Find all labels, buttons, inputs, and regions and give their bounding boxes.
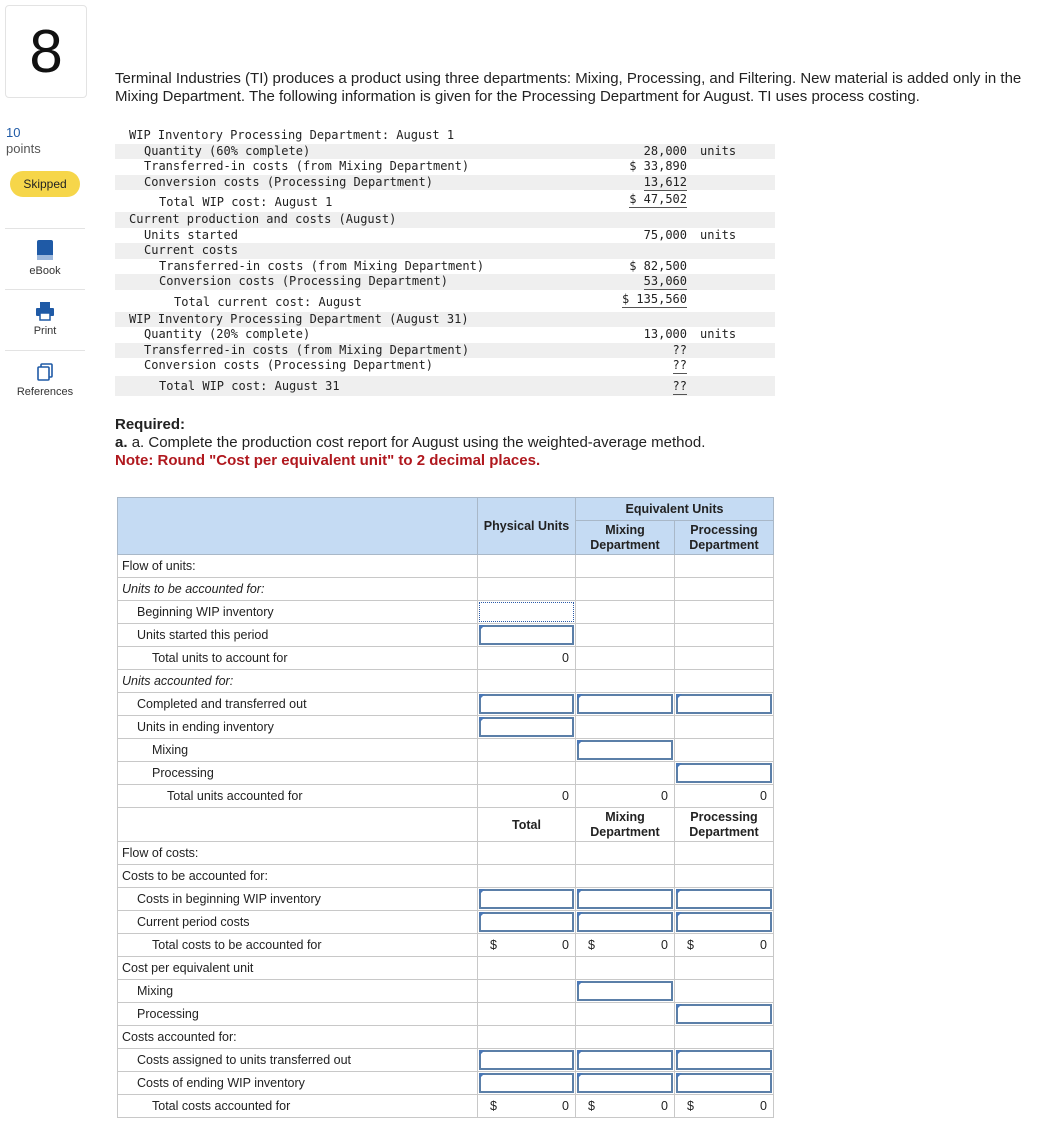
points-label: points (6, 141, 41, 156)
empty-cell (675, 716, 774, 739)
given-row (115, 312, 775, 328)
total-units-accounted-processing: 0 (675, 785, 774, 808)
given-row (115, 228, 775, 244)
header-mixing-department-2: Mixing Department (576, 808, 675, 842)
given-label: Quantity (20% complete) (144, 327, 311, 341)
empty-cell (675, 739, 774, 762)
given-row (115, 128, 775, 144)
given-row (115, 376, 775, 396)
header-equivalent-units: Equivalent Units (576, 498, 774, 521)
row-label: Costs accounted for: (118, 1026, 478, 1049)
row-label: Cost per equivalent unit (118, 957, 478, 980)
question-number: 8 (5, 5, 87, 98)
given-value: 28,000 (643, 143, 687, 158)
empty-cell (576, 842, 675, 865)
given-row (115, 243, 775, 259)
total-units-to-account-value: 0 (478, 647, 576, 670)
empty-cell (576, 555, 675, 578)
total-costs-to-account-total (478, 934, 576, 957)
cost-per-eu-processing-input[interactable] (675, 1003, 774, 1026)
row-label: Flow of costs: (118, 842, 478, 865)
empty-cell (576, 716, 675, 739)
ebook-button[interactable] (5, 228, 85, 287)
empty-cell (675, 957, 774, 980)
print-label: Print (33, 325, 57, 337)
units-started-physical-input[interactable] (478, 624, 576, 647)
empty-cell (478, 1003, 576, 1026)
header-total: Total (478, 808, 576, 842)
empty-cell (478, 762, 576, 785)
ending-processing-input[interactable] (675, 762, 774, 785)
empty-cell (576, 601, 675, 624)
given-label: Transferred-in costs (from Mixing Department) (159, 258, 485, 273)
cell-value: 0 (661, 1099, 668, 1113)
given-data-table (115, 128, 775, 396)
header-physical-units: Physical Units (478, 498, 576, 555)
row-label: Completed and transferred out (118, 693, 478, 716)
given-label: Conversion costs (Processing Department) (144, 358, 433, 372)
empty-cell (478, 957, 576, 980)
given-row (115, 144, 775, 160)
row-label: Total units to account for (118, 647, 478, 670)
total-units-accounted-mixing: 0 (576, 785, 675, 808)
row-label: Units in ending inventory (118, 716, 478, 739)
row-label: Current period costs (118, 911, 478, 934)
beg-wip-physical-input[interactable] (478, 601, 576, 624)
given-label: Total WIP cost: August 31 (159, 378, 340, 393)
required-section (115, 416, 705, 470)
costs-ending-processing-input[interactable] (675, 1072, 774, 1095)
given-value: 53,060 (643, 274, 687, 288)
row-label: Total costs accounted for (118, 1095, 478, 1118)
header-processing-department-2: Processing Department (675, 808, 774, 842)
given-label: Total WIP cost: August 1 (159, 195, 333, 209)
given-row (115, 327, 775, 343)
empty-cell (576, 624, 675, 647)
dollar-sign: $ (687, 1099, 694, 1113)
row-label: Processing (118, 1003, 478, 1026)
dollar-sign: $ (588, 938, 595, 952)
given-value: $ 82,500 (629, 258, 687, 273)
total-units-accounted-physical: 0 (478, 785, 576, 808)
required-note: Note: Round "Cost per equivalent unit" to 2 decimal places. (115, 452, 541, 469)
dollar-sign: $ (490, 938, 497, 952)
empty-cell (576, 762, 675, 785)
row-label: Costs of ending WIP inventory (118, 1072, 478, 1095)
row-label: Flow of units: (118, 555, 478, 578)
row-label: Beginning WIP inventory (118, 601, 478, 624)
current-costs-processing-input[interactable] (675, 911, 774, 934)
cost-per-eu-mixing-input[interactable] (576, 980, 675, 1003)
completed-physical-input[interactable] (478, 693, 576, 716)
header-mixing-department: Mixing Department (576, 521, 675, 555)
empty-cell (478, 670, 576, 693)
total-costs-accounted-total (478, 1095, 576, 1118)
empty-cell (478, 739, 576, 762)
given-value: $ 47,502 (629, 192, 687, 206)
empty-cell (478, 865, 576, 888)
costs-beg-total-input[interactable] (478, 888, 576, 911)
cell-value: 0 (661, 938, 668, 952)
dollar-sign: $ (687, 938, 694, 952)
current-costs-total-input[interactable] (478, 911, 576, 934)
given-unit: units (700, 327, 737, 341)
references-label: References (16, 386, 74, 398)
empty-cell (478, 842, 576, 865)
copy-pages-icon (35, 362, 55, 382)
required-heading: Required: (115, 416, 186, 433)
given-label: Current costs (144, 243, 238, 257)
given-label: Transferred-in costs (from Mixing Department) (144, 159, 470, 173)
empty-cell (478, 980, 576, 1003)
costs-beg-mixing-input[interactable] (576, 888, 675, 911)
total-costs-to-account-processing (675, 934, 774, 957)
empty-cell (478, 1026, 576, 1049)
question-intro: Terminal Industries (TI) produces a product using three departments: Mixing, Processing, and Filtering. New material is added only in the Mixing Department. The following information is given for the Processing Department for August. TI uses process costing. (115, 70, 1022, 105)
header-processing-department: Processing Department (675, 521, 774, 555)
empty-cell (675, 670, 774, 693)
cell-value: 0 (562, 1099, 569, 1113)
costs-ending-total-input[interactable] (478, 1072, 576, 1095)
given-row (115, 192, 775, 212)
given-value: 75,000 (643, 227, 687, 242)
empty-cell (118, 808, 478, 842)
required-part-a-text: a. Complete the production cost report for August using the weighted-average method. (131, 434, 706, 451)
given-label: Conversion costs (Processing Department) (144, 174, 433, 189)
total-costs-accounted-mixing (576, 1095, 675, 1118)
empty-cell (675, 578, 774, 601)
empty-cell (576, 957, 675, 980)
costs-transferred-mixing-input[interactable] (576, 1049, 675, 1072)
empty-cell (675, 980, 774, 1003)
ending-mixing-input[interactable] (576, 739, 675, 762)
book-icon (35, 239, 55, 261)
given-row (115, 212, 775, 228)
required-part-a: a. a. Complete the production cost report for August using the weighted-average method. (115, 434, 706, 451)
empty-cell (675, 647, 774, 670)
given-value: ?? (672, 358, 687, 372)
empty-cell (576, 670, 675, 693)
empty-cell (675, 1026, 774, 1049)
production-cost-report (117, 497, 774, 1118)
row-label: Mixing (118, 739, 478, 762)
row-label: Units started this period (118, 624, 478, 647)
empty-cell (576, 578, 675, 601)
row-label: Mixing (118, 980, 478, 1003)
empty-cell (478, 555, 576, 578)
empty-cell (576, 647, 675, 670)
empty-cell (675, 865, 774, 888)
row-label: Costs in beginning WIP inventory (118, 888, 478, 911)
empty-cell (576, 1003, 675, 1026)
given-label: Units started (144, 227, 238, 242)
cell-value: 0 (760, 938, 767, 952)
dollar-sign: $ (490, 1099, 497, 1113)
costs-transferred-total-input[interactable] (478, 1049, 576, 1072)
printer-icon (35, 301, 55, 321)
points-value: 10 (6, 125, 21, 140)
status-badge: Skipped (10, 171, 80, 197)
given-value: ?? (672, 342, 687, 357)
empty-cell (478, 578, 576, 601)
given-label: Quantity (60% complete) (144, 143, 311, 158)
row-label: Costs assigned to units transferred out (118, 1049, 478, 1072)
given-value: 13,612 (643, 174, 687, 189)
given-value: ?? (672, 378, 687, 393)
given-row (115, 159, 775, 175)
current-costs-mixing-input[interactable] (576, 911, 675, 934)
references-button[interactable] (5, 350, 85, 409)
given-unit: units (700, 227, 737, 242)
dollar-sign: $ (588, 1099, 595, 1113)
given-value: 13,000 (643, 327, 687, 341)
completed-processing-input[interactable] (675, 693, 774, 716)
empty-cell (675, 624, 774, 647)
header-blank (118, 498, 478, 555)
row-label: Total units accounted for (118, 785, 478, 808)
row-label: Units accounted for: (118, 670, 478, 693)
given-row (115, 292, 775, 312)
empty-cell (675, 555, 774, 578)
empty-cell (675, 842, 774, 865)
given-label: Current production and costs (August) (129, 212, 397, 226)
given-row (115, 343, 775, 359)
costs-transferred-processing-input[interactable] (675, 1049, 774, 1072)
given-value: $ 33,890 (629, 159, 687, 173)
given-label: Total current cost: August (174, 294, 362, 309)
given-value: $ 135,560 (621, 291, 687, 306)
row-label: Units to be accounted for: (118, 578, 478, 601)
given-label: WIP Inventory Processing Department: August 1 (129, 128, 455, 142)
given-row (115, 274, 775, 290)
given-row (115, 175, 775, 191)
empty-cell (576, 865, 675, 888)
cell-value: 0 (760, 1099, 767, 1113)
costs-ending-mixing-input[interactable] (576, 1072, 675, 1095)
empty-cell (576, 1026, 675, 1049)
given-row (115, 358, 775, 374)
given-label: WIP Inventory Processing Department (August 31) (129, 311, 469, 326)
print-button[interactable] (5, 289, 85, 348)
row-label: Total costs to be accounted for (118, 934, 478, 957)
points-display (6, 125, 41, 157)
costs-beg-processing-input[interactable] (675, 888, 774, 911)
ebook-label: eBook (29, 265, 61, 277)
completed-mixing-input[interactable] (576, 693, 675, 716)
given-label: Transferred-in costs (from Mixing Department) (144, 342, 470, 357)
given-unit: units (700, 143, 737, 158)
row-label: Processing (118, 762, 478, 785)
given-label: Conversion costs (Processing Department) (159, 274, 448, 288)
total-costs-accounted-processing (675, 1095, 774, 1118)
total-costs-to-account-mixing (576, 934, 675, 957)
given-row (115, 259, 775, 275)
empty-cell (675, 601, 774, 624)
row-label: Costs to be accounted for: (118, 865, 478, 888)
cell-value: 0 (562, 938, 569, 952)
ending-inventory-physical-input[interactable] (478, 716, 576, 739)
